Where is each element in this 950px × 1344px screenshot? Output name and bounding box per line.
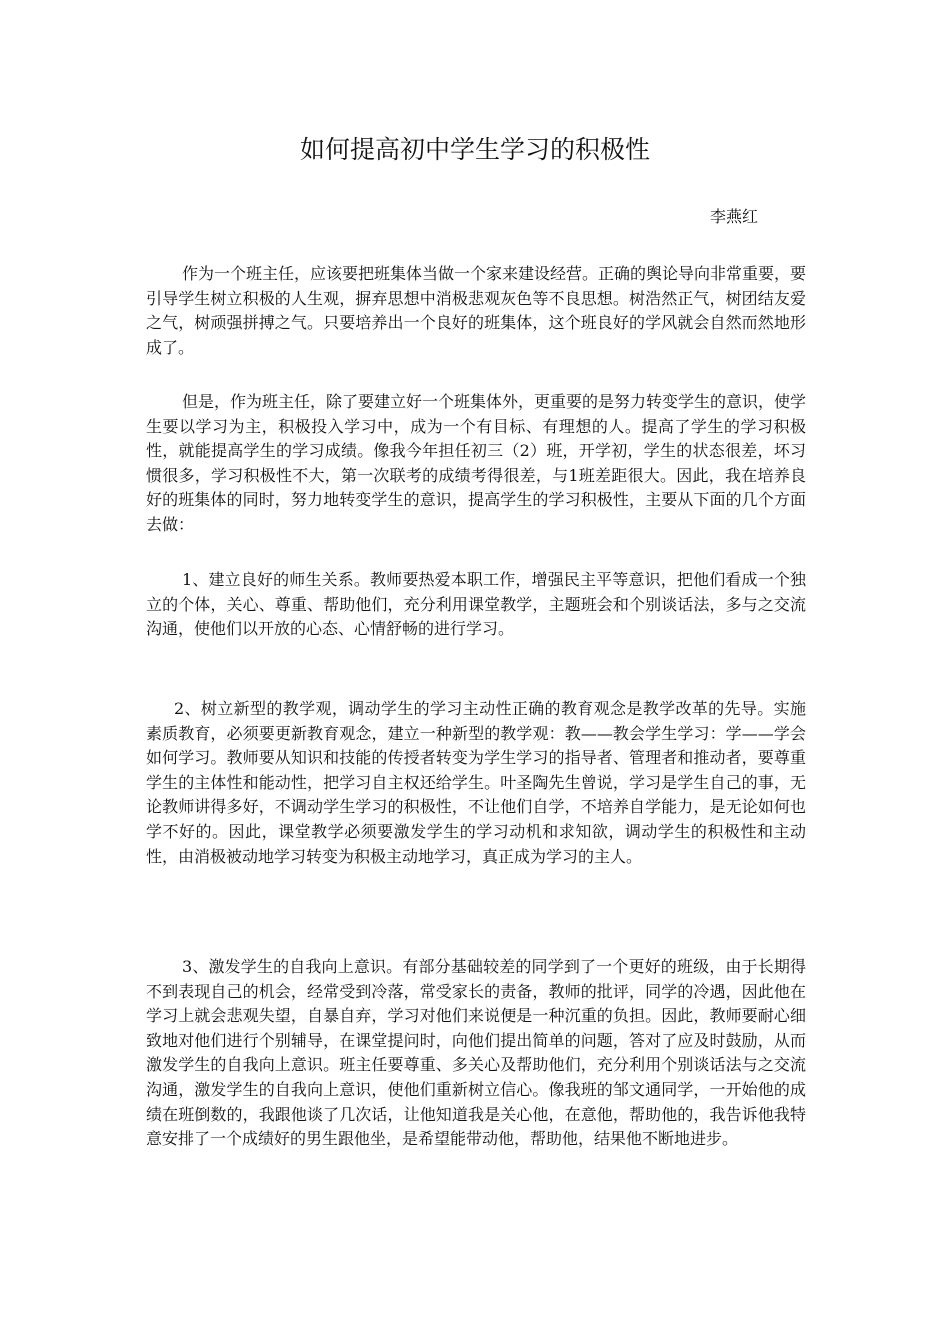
paragraph-1: 作为一个班主任，应该要把班集体当做一个家来建设经营。正确的舆论导向非常重要，要引导学生树立积极的人生观，摒弃思想中消极悲观灰色等不良思想。树浩然正气，树团结友爱之气，树顽强拼搏之气。只要培养出一个良好的班集体，这个班良好的学风就会自然而然地形成了。 — [146, 264, 807, 357]
paragraph-2: 但是，作为班主任，除了要建立好一个班集体外，更重要的是努力转变学生的意识，使学生要以学习为主，积极投入学习中，成为一个有目标、有理想的人。提高了学生的学习积极性，就能提高学生的学习成绩。像我今年担任初三（2）班，开学初，学生的状态很差，坏习惯很多，学习积极性不大，第一次联考的成绩考得很差，与1班差距很大。因此，我在培养良好的班集体的同时，努力地转变学生的意识，提高学生的学习积极性，主要从下面的几个方面去做： — [146, 392, 807, 534]
paragraph-4: 2、树立新型的教学观，调动学生的学习主动性正确的教育观念是教学改革的先导。实施素质教育，必须要更新教育观念，建立一种新型的教学观：教——教会学生学习：学——学会如何学习。教师要从知识和技能的传授者转变为学生学习的指导者、管理者和推动者，要尊重学生的主体性和能动性，把学习自主权还给学生。叶圣陶先生曾说，学习是学生自己的事，无论教师讲得多好，不调动学生学习的积极性，不让他们自学，不培养自学能力，是无论如何也学不好的。因此，课堂教学必须要激发学生的学习动机和求知欲，调动学生的积极性和主动性，由消极被动地学习转变为积极主动地学习，真正成为学习的主人。 — [146, 699, 806, 866]
paragraph-3: 1、建立良好的师生关系。教师要热爱本职工作，增强民主平等意识，把他们看成一个独立的个体，关心、尊重、帮助他们，充分利用课堂教学，主题班会和个别谈话法，多与之交流沟通，使他们以开放的心态、心情舒畅的进行学习。 — [146, 570, 806, 639]
paragraph-5: 3、激发学生的自我向上意识。有部分基础较差的同学到了一个更好的班级，由于长期得不到表现自己的机会，经常受到冷落，常受家长的责备，教师的批评，同学的冷遇，因此他在学习上就会悲观失望，自暴自弃，学习对他们来说便是一种沉重的负担。因此，教师要耐心细致地对他们进行个别辅导，在课堂提问时，向他们提出简单的问题，答对了应及时鼓励，从而激发学生的自我向上意识。班主任要尊重、多关心及帮助他们，充分利用个别谈话法与之交流沟通，激发学生的自我向上意识，使他们重新树立信心。像我班的邹文通同学，一开始他的成绩在班倒数的，我跟他谈了几次话，让他知道我是关心他，在意他，帮助他的，我告诉他我特意安排了一个成绩好的男生跟他坐，是希望能带动他，帮助他，结果他不断地进步。 — [146, 957, 806, 1149]
document-author: 李燕红 — [710, 207, 759, 226]
document-title: 如何提高初中学生学习的积极性 — [299, 135, 650, 164]
